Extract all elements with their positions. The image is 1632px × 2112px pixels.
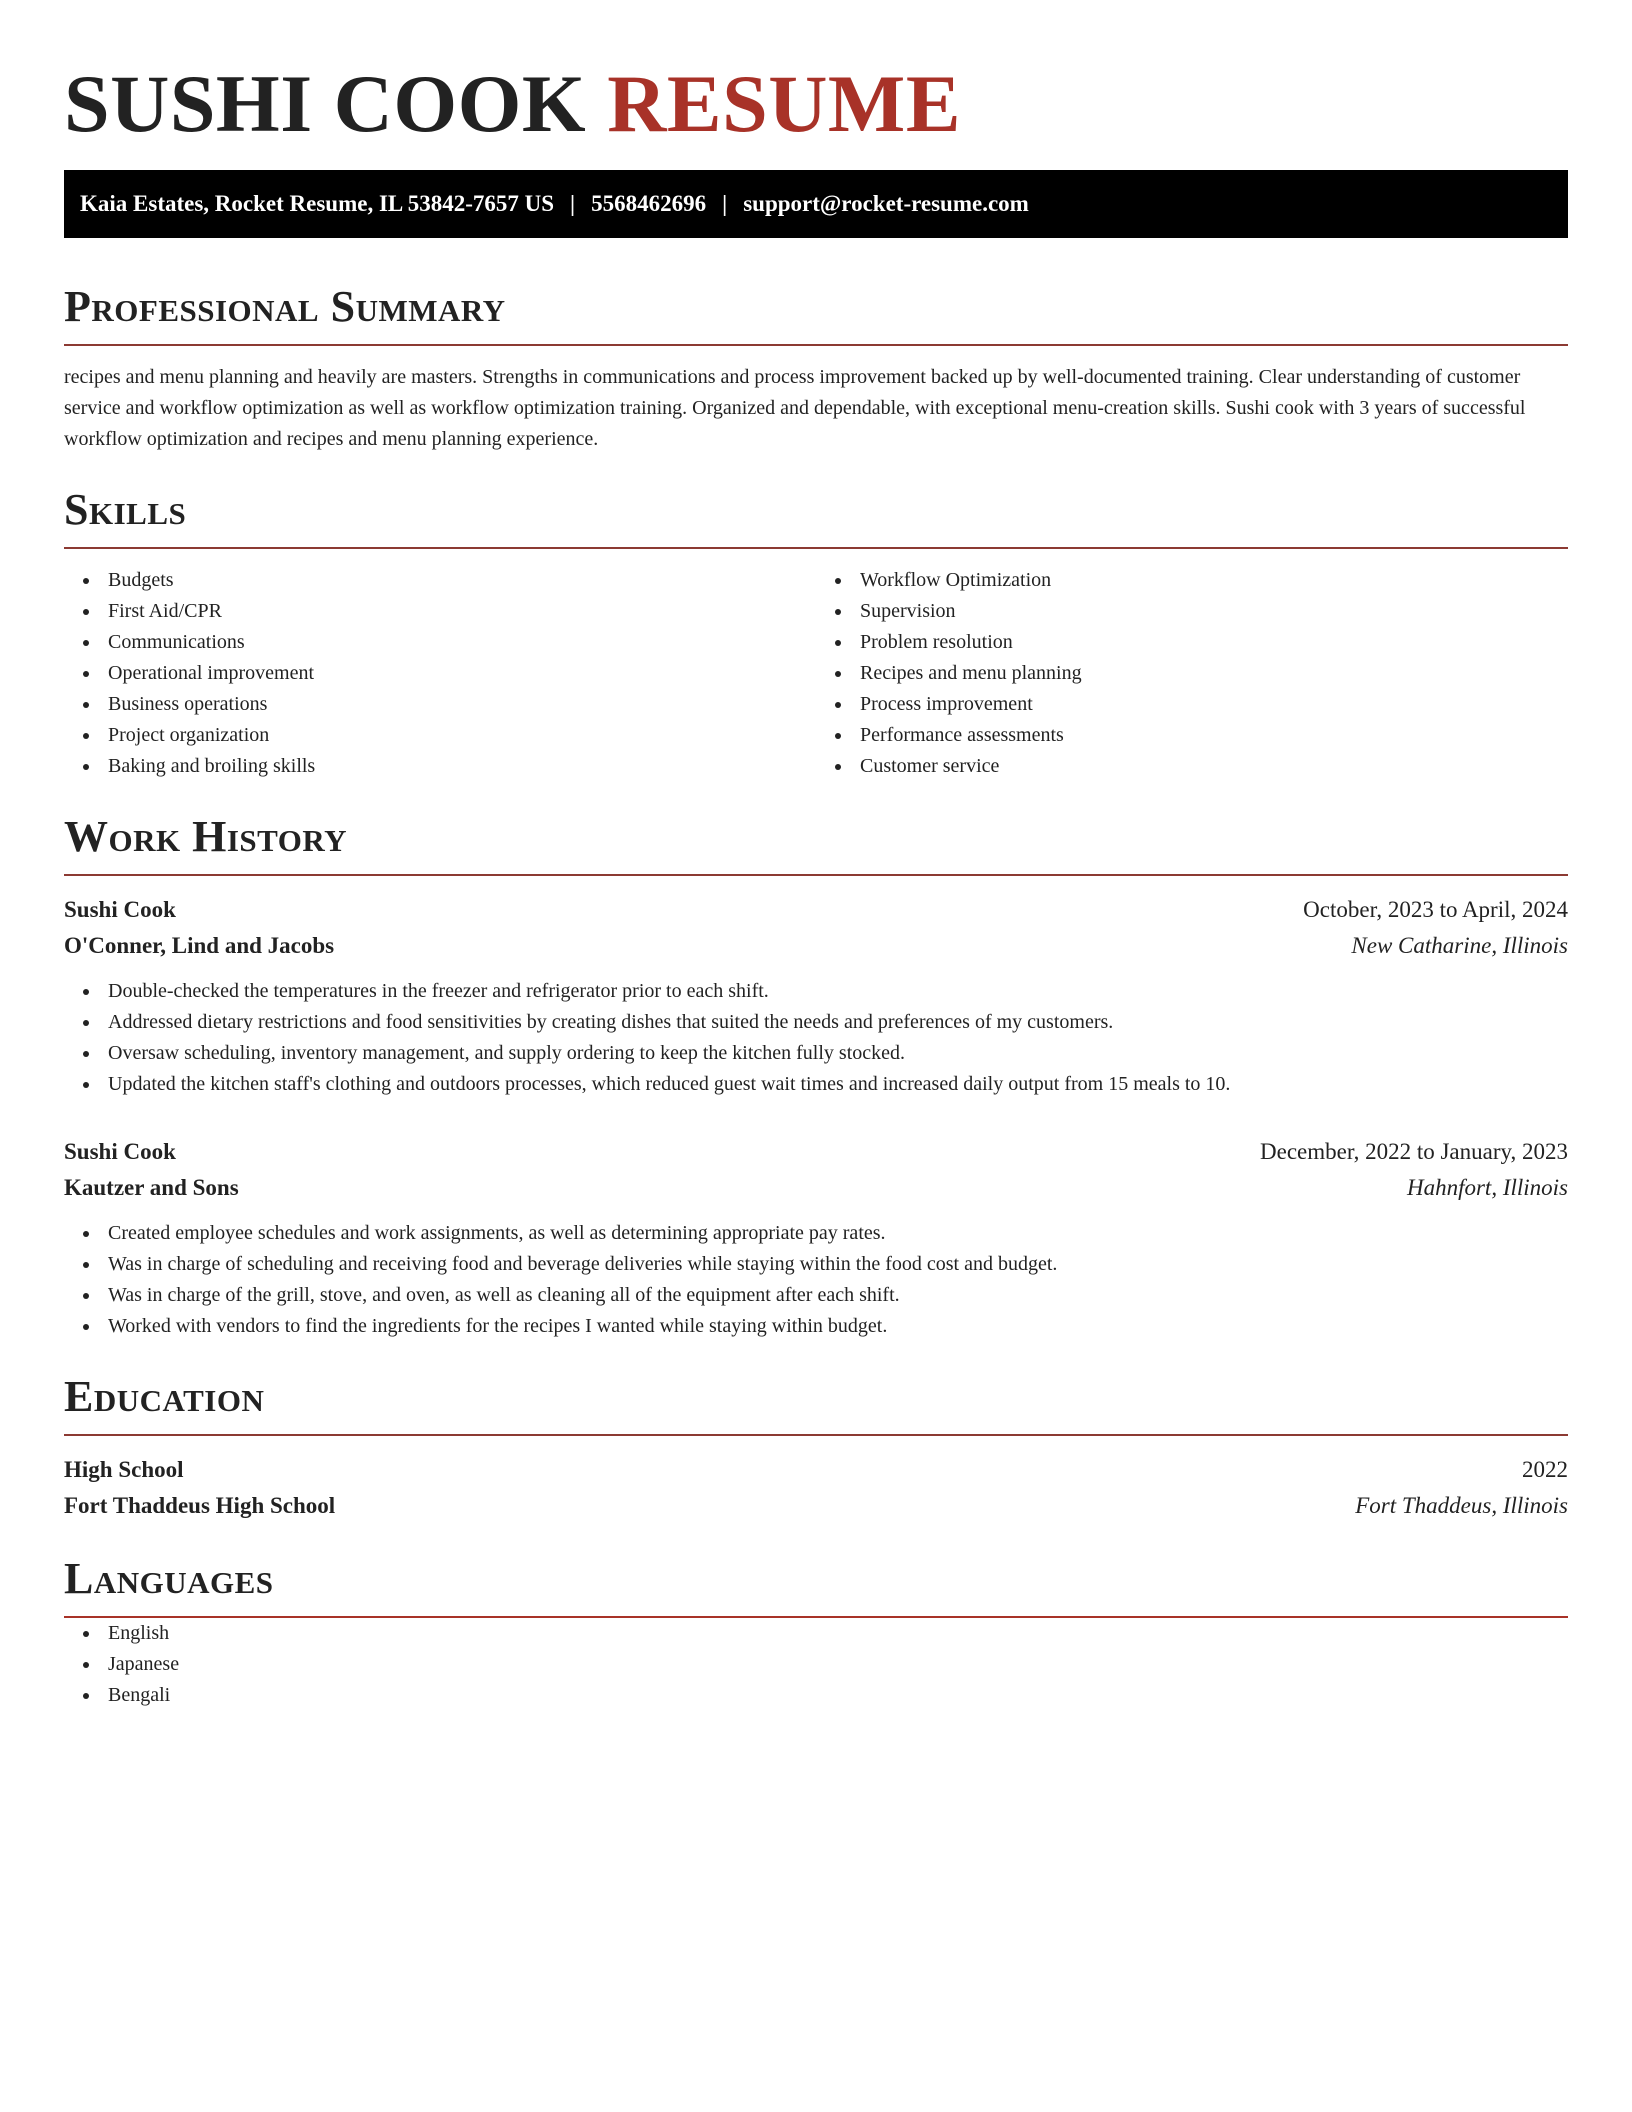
skill-item: Communications (108, 627, 816, 658)
education-degree: High School (64, 1457, 184, 1482)
job-company-row (64, 1170, 1568, 1206)
skill-item: Customer service (860, 751, 1568, 782)
job-entry (64, 892, 1568, 1100)
job-duty: Oversaw scheduling, inventory management, and supply ordering to keep the kitchen fully stocked. (108, 1038, 1568, 1069)
education-school: Fort Thaddeus High School (64, 1493, 336, 1518)
education-heading: Education (64, 1372, 1568, 1436)
job-header-row (64, 892, 1568, 928)
language-item: English (108, 1618, 1568, 1649)
job-entry (64, 1134, 1568, 1342)
job-title: Sushi Cook (64, 1139, 176, 1164)
work-history-heading: Work History (64, 812, 1568, 876)
work-history-section (64, 812, 1568, 1342)
job-location: Hahnfort, Illinois (1406, 1175, 1568, 1200)
education-year: 2022 (1522, 1457, 1568, 1482)
education-school-row (64, 1488, 1568, 1524)
job-title: Sushi Cook (64, 897, 176, 922)
skills-right-column (816, 565, 1568, 782)
skill-item: Workflow Optimization (860, 565, 1568, 596)
skill-item: First Aid/CPR (108, 596, 816, 627)
skill-item: Process improvement (860, 689, 1568, 720)
education-header-row (64, 1452, 1568, 1488)
skill-item: Supervision (860, 596, 1568, 627)
job-dates: December, 2022 to January, 2023 (1260, 1139, 1568, 1164)
job-location: New Catharine, Illinois (1351, 933, 1568, 958)
job-company: O'Conner, Lind and Jacobs (64, 933, 335, 958)
summary-section (64, 282, 1568, 455)
skills-heading: Skills (64, 485, 1568, 549)
skills-left-column (64, 565, 816, 782)
skills-grid (64, 565, 1568, 782)
skills-section (64, 485, 1568, 782)
education-section (64, 1372, 1568, 1524)
job-header-row (64, 1134, 1568, 1170)
skill-item: Operational improvement (108, 658, 816, 689)
title-accent: RESUME (607, 58, 962, 149)
job-dates: October, 2023 to April, 2024 (1303, 897, 1568, 922)
skill-item: Recipes and menu planning (860, 658, 1568, 689)
job-duty: Updated the kitchen staff's clothing and outdoors processes, which reduced guest wait times and increased daily output from 15 meals to 10. (108, 1069, 1568, 1100)
summary-text: recipes and menu planning and heavily are masters. Strengths in communications and process improvement backed up by well-documented training. Clear understanding of customer service and workflow optimization as well as workflow optimization training. Organized and dependable, with exceptional menu-creation skills. Sushi cook with 3 years of successful workflow optimization and recipes and menu planning experience. (64, 366, 1526, 450)
resume-title (64, 56, 1568, 152)
contact-bar (64, 170, 1568, 238)
job-company-row (64, 928, 1568, 964)
skill-item: Budgets (108, 565, 816, 596)
title-main: SUSHI COOK (64, 58, 587, 149)
contact-separator: | (570, 191, 576, 216)
job-duty: Was in charge of the grill, stove, and oven, as well as cleaning all of the equipment after each shift. (108, 1280, 1568, 1311)
job-duty: Worked with vendors to find the ingredients for the recipes I wanted while staying within budget. (108, 1311, 1568, 1342)
summary-heading: Professional Summary (64, 282, 1568, 346)
contact-address: Kaia Estates, Rocket Resume, IL 53842-7657 US (80, 191, 555, 216)
job-duties-list (64, 976, 1568, 1100)
languages-heading: Languages (64, 1554, 1568, 1618)
languages-section (64, 1554, 1568, 1711)
job-duties-list (64, 1218, 1568, 1342)
contact-separator: | (722, 191, 728, 216)
skill-item: Performance assessments (860, 720, 1568, 751)
job-company: Kautzer and Sons (64, 1175, 239, 1200)
job-duty: Double-checked the temperatures in the freezer and refrigerator prior to each shift. (108, 976, 1568, 1007)
skill-item: Problem resolution (860, 627, 1568, 658)
contact-email: support@rocket-resume.com (743, 191, 1029, 216)
skill-item: Baking and broiling skills (108, 751, 816, 782)
contact-phone: 5568462696 (591, 191, 707, 216)
language-item: Bengali (108, 1680, 1568, 1711)
job-duty: Was in charge of scheduling and receiving food and beverage deliveries while staying within the food cost and budget. (108, 1249, 1568, 1280)
skill-item: Business operations (108, 689, 816, 720)
job-duty: Created employee schedules and work assignments, as well as determining appropriate pay rates. (108, 1218, 1568, 1249)
education-location: Fort Thaddeus, Illinois (1355, 1493, 1568, 1518)
skill-item: Project organization (108, 720, 816, 751)
job-duty: Addressed dietary restrictions and food sensitivities by creating dishes that suited the needs and preferences of my customers. (108, 1007, 1568, 1038)
education-entry (64, 1452, 1568, 1524)
language-item: Japanese (108, 1649, 1568, 1680)
languages-list (64, 1618, 1568, 1711)
